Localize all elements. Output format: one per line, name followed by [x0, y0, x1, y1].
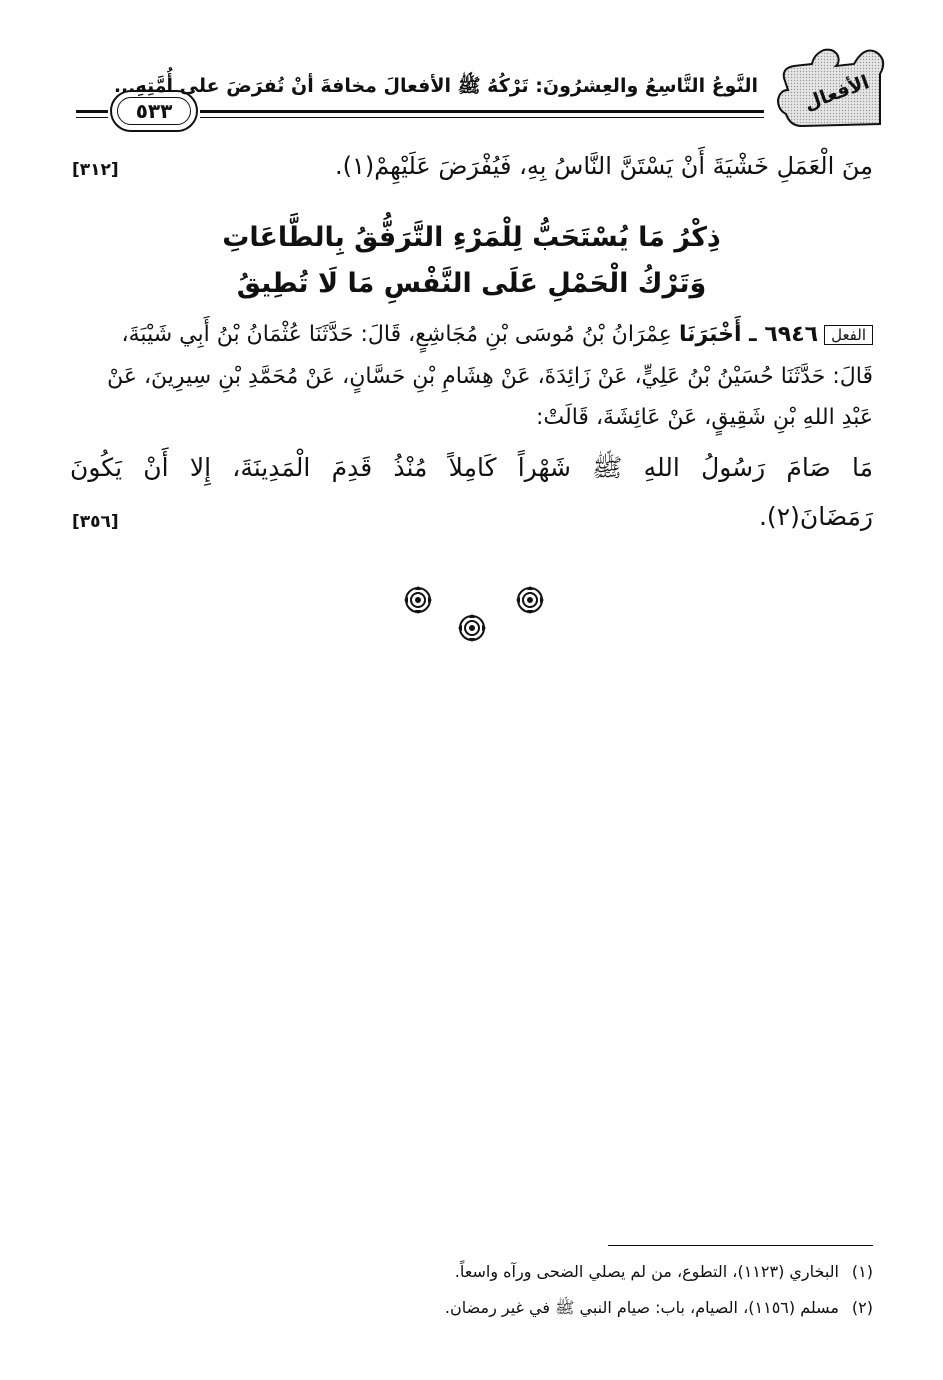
footnote-separator: [608, 1245, 873, 1246]
footnote-text: البخاري (١١٢٣)، التطوع، من لم يصلي الضحى ورآه واسعاً.: [454, 1262, 839, 1281]
isnad-text: عِمْرَانُ بْنُ مُوسَى بْنِ مُجَاشِعٍ، قَالَ: حَدَّثَنَا عُثْمَانُ بْنُ أَبِي شَيْبَةَ،: [121, 322, 672, 347]
running-title: النَّوعُ التَّاسِعُ والعِشرُونَ: تَرْكُهُ ﷺ الأفعالَ مخافةَ أنْ تُفرَضَ على أُمَّتِهِ...: [113, 75, 758, 97]
flower-ornament-icon: [516, 586, 544, 614]
page-number: ٥٣٣: [117, 97, 191, 125]
chapter-heading-continued: وَتَرْكُ الْحَمْلِ عَلَى النَّفْسِ مَا لَا تُطِيقُ: [236, 268, 707, 299]
flower-ornament-icon: [404, 586, 432, 614]
reference-number: [٣١٢]: [72, 160, 119, 180]
footnote-text: مسلم (١١٥٦)، الصيام، باب: صيام النبي ﷺ في غير رمضان.: [444, 1298, 839, 1317]
flower-ornament-icon: [458, 614, 486, 642]
chapter-heading: ذِكْرُ مَا يُسْتَحَبُّ لِلْمَرْءِ التَّرَفُّقُ بِالطَّاعَاتِ: [222, 222, 721, 253]
text-line: مِنَ الْعَمَلِ خَشْيَةَ أَنْ يَسْتَنَّ النَّاسُ بِهِ، فَيُفْرَضَ عَلَيْهِمْ(١).: [334, 152, 873, 180]
hadith-number: ٦٩٤٦ ـ أَخْبَرَنَا: [678, 322, 819, 347]
matn-line: رَمَضَانَ(٢).: [758, 502, 873, 531]
matn-line: مَا صَامَ رَسُولُ اللهِ ﷺ شَهْراً كَامِلاً مُنْذُ قَدِمَ الْمَدِينَةَ، إِلا أَنْ يَكُونَ: [70, 453, 873, 482]
category-label: الفعل: [824, 325, 873, 345]
reference-number: [٣٥٦]: [72, 512, 119, 532]
isnad-line: عَبْدِ اللهِ بْنِ شَقِيقٍ، عَنْ عَائِشَةَ، قَالَتْ:: [536, 405, 873, 430]
badge-label: الأفعال: [800, 71, 872, 115]
footnote-number: (٢): [851, 1298, 873, 1317]
footnote: [455, 1262, 873, 1281]
footnote-number: (١): [851, 1262, 873, 1281]
footnote: [445, 1298, 873, 1321]
isnad-line: قَالَ: حَدَّثَنَا حُسَيْنُ بْنُ عَلِيٍّ، عَنْ زَائِدَةَ، عَنْ هِشَامِ بْنِ حَسَّانٍ، عَنْ مُحَمَّدِ بْنِ سِيرِينَ، عَنْ: [107, 364, 873, 389]
